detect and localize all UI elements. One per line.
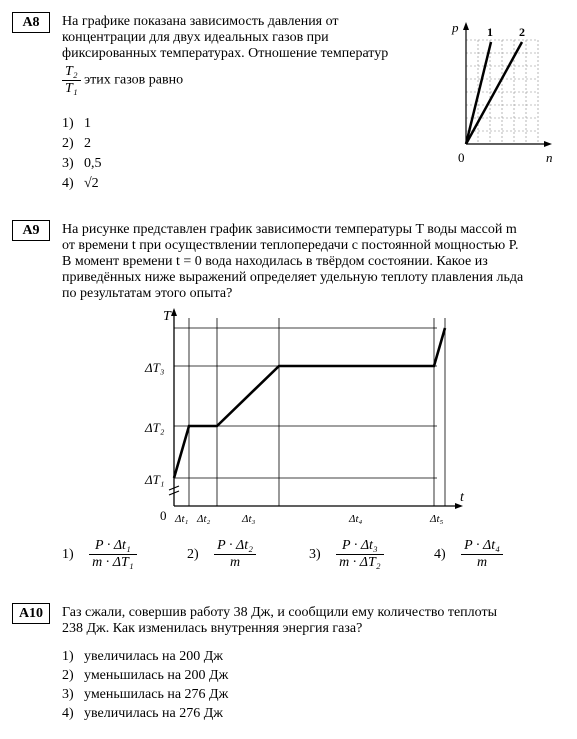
question-text: На графике показана зависимость давления от концентрации для двух идеальных газов при фиксированных температурах. Отношение температур $\frac{\text{T₂}}{\text{T₁}}$ этих газов равно [62, 14, 389, 96]
option-2[interactable]: 2) $\frac{\text{P · Δt₂}}{m}$ [187, 538, 256, 571]
temperature-curve [174, 328, 445, 478]
x-axis-label: t [460, 490, 464, 505]
answer-options [62, 647, 228, 723]
option-4[interactable]: 4) увеличилась на 276 Дж [62, 706, 223, 721]
option-3[interactable]: 3) уменьшилась на 276 Дж [62, 687, 229, 702]
question-a8 [12, 12, 570, 197]
option-1[interactable]: 1) $\frac{\text{P · Δt₁}}{\text{m · ΔT₁}}$ [62, 538, 137, 571]
y-tick-dT3: ΔT₃ [145, 360, 165, 375]
x-tick-dt5: Δt₅ [430, 513, 444, 524]
grid [466, 40, 538, 144]
option-2[interactable]: 2) 2 [62, 136, 91, 151]
x-tick-dt3: Δt₃ [242, 513, 256, 524]
reference-lines [174, 318, 445, 506]
pressure-concentration-graph [448, 20, 560, 175]
option-4[interactable]: 4) √2 [62, 176, 99, 191]
option-3[interactable]: 3) 0,5 [62, 156, 102, 171]
line-1-label: 1 [487, 25, 493, 39]
option-1[interactable]: 1) увеличилась на 200 Дж [62, 649, 223, 664]
y-axis-label: p [452, 20, 459, 35]
line-2-label: 2 [519, 25, 525, 39]
question-number: A9 [12, 220, 50, 241]
option-2[interactable]: 2) уменьшилась на 200 Дж [62, 668, 229, 683]
origin-label: 0 [160, 508, 167, 523]
y-arrow [171, 308, 177, 316]
origin-label: 0 [458, 150, 465, 165]
question-text: На рисунке представлен график зависимости температуры T воды массой m от времени t при осуществлении теплопередачи с постоянной мощностью P. В момент времени t = 0 вода находилась в твёрдом состоянии. Какое из приведённых ниже выражений определяет удельную теплоту плавления льда по результатам этого опыта? [62, 222, 524, 301]
x-tick-dt4: Δt₄ [349, 513, 363, 524]
x-arrow [544, 141, 552, 147]
answer-options [62, 114, 102, 194]
x-tick-dt2: Δt₂ [197, 513, 211, 524]
question-number: A10 [12, 603, 50, 624]
y-tick-dT2: ΔT₂ [145, 420, 165, 435]
line-2 [466, 42, 522, 144]
question-text: Газ сжали, совершив работу 38 Дж, и сообщили ему количество теплоты 238 Дж. Как изменилась внутренняя энергия газа? [62, 605, 497, 636]
answer-options [62, 538, 562, 578]
y-axis-label: T [163, 309, 171, 324]
y-arrow [463, 22, 469, 30]
question-number: A8 [12, 12, 50, 33]
temperature-ratio: $\frac{\text{T₂}}{\text{T₁}}$ [62, 64, 81, 97]
x-tick-dt1: Δt₁ [175, 513, 189, 524]
y-tick-dT1: ΔT₁ [145, 472, 165, 487]
option-3[interactable]: 3) $\frac{\text{P · Δt₃}}{\text{m · ΔT₂}}$ [309, 538, 384, 571]
question-a10 [12, 603, 570, 733]
option-4[interactable]: 4) $\frac{\text{P · Δt₄}}{m}$ [434, 538, 503, 571]
option-1[interactable]: 1) 1 [62, 116, 91, 131]
x-axis-label: n [546, 150, 553, 165]
temperature-time-graph [137, 308, 482, 524]
question-a9 [12, 220, 570, 580]
line-1 [466, 42, 491, 144]
